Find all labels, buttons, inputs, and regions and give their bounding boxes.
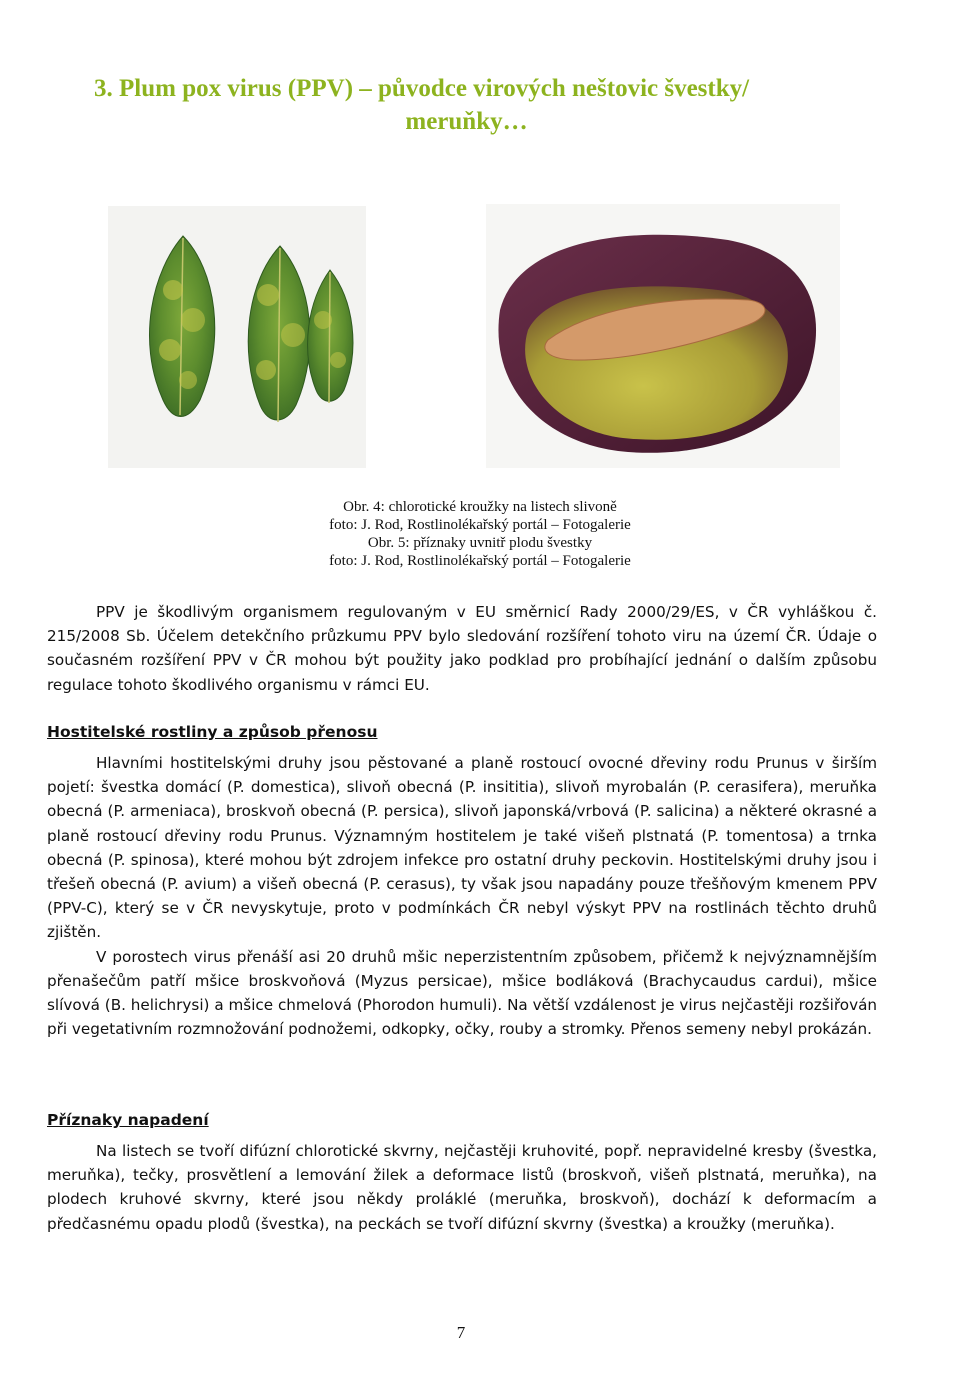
symptoms-section: [47, 1139, 877, 1236]
caption-line-3: Obr. 5: příznaky uvnitř plodu švestky: [367, 535, 593, 551]
figure-area: [108, 200, 840, 468]
intro-paragraph: PPV je škodlivým organismem regulovaným v EU směrnicí Rady 2000/29/ES, v ČR vyhláškou č. 215/2008 Sb. Účelem detekčního průzkumu PPV bylo sledování rozšíření tohoto viru na území ČR. Údaje o současném rozšíření PPV v ČR mohou být použity jako podklad pro probíhající jednání o dalším způsobu regulace tohoto škodlivého organismu v rámci EU.: [47, 603, 877, 694]
caption-line-1: Obr. 4: chlorotické kroužky na listech slivoně: [343, 499, 617, 515]
hosts-paragraph-2: V porostech virus přenáší asi 20 druhů mšic neperzistentním způsobem, přičemž k nejvýznamnějším přenašečům patří mšice broskvoňová (Myzus persicae), mšice bodláková (Brachycaudus cardui), mšice slívová (B. helichrysi) a mšice chmelová (Phorodon humuli). Na větší vzdálenost je virus nejčastěji rozšiřován při vegetativním rozmnožování podnožemi, odkopky, očky, rouby a stromky. Přenos semeny nebyl prokázán.: [47, 947, 877, 1039]
title-line-2: meruňky…: [405, 108, 528, 135]
hosts-heading: Hostitelské rostliny a způsob přenosu: [47, 723, 378, 741]
hosts-paragraph-1: Hlavními hostitelskými druhy jsou pěstované a planě rostoucí ovocné dřeviny rodu Prunus v širším pojetí: švestka domácí (P. domestica), slivoň obecná (P. insititia), slivoň myrobalán (P. cerasifera), meruňka obecná (P. armeniaca), broskvoň obecná (P. persica), slivoň japonská/vrbová (P. salicina) a některé okrasné a planě rostoucí dřeviny rodu Prunus. Významným hostitelem je také višeň plstnatá (P. tomentosa) a trnka obecná (P. spinosa), které mohou být zdrojem infekce pro ostatní druhy peckovin. Hostitelskými druhy jsou i třešeň obecná (P. avium) a višeň obecná (P. cerasus), ty však jsou napadány pouze třešňovým kmenem PPV (PPV-C), který se v ČR nevyskytuje, proto v podmínkách ČR nebyl výskyt PPV na rostlinách těchto druhů zjištěn.: [47, 754, 877, 942]
figure-photos: [108, 200, 840, 468]
symptoms-paragraph: Na listech se tvoří difúzní chlorotické skvrny, nejčastěji kruhovité, popř. nepravidelné kresby (švestka, meruňka), tečky, prosvětlení a lemování žilek a deformace listů (broskvoň, višeň plstnatá, meruňka), na plodech kruhové skvrny, které jsou někdy proláklé (meruňka, broskvoň), dochází k deformacím a předčasnému opadu plodů (švestka), na peckách se tvoří difúzní skvrny (švestka) a kroužky (meruňka).: [47, 1142, 877, 1233]
plum-half: [498, 235, 816, 453]
caption-line-4: foto: J. Rod, Rostlinolékařský portál – Fotogalerie: [329, 553, 631, 569]
title-line-1: 3. Plum pox virus (PPV) – původce virových neštovic švestky/: [94, 75, 750, 102]
caption-line-2: foto: J. Rod, Rostlinolékařský portál – Fotogalerie: [329, 517, 631, 533]
symptoms-heading: Příznaky napadení: [47, 1111, 209, 1129]
figure-caption: [200, 498, 760, 570]
page-title: [94, 72, 894, 138]
intro-section: [47, 600, 877, 697]
page-number: 7: [456, 1323, 466, 1342]
hosts-section: [47, 751, 877, 1041]
